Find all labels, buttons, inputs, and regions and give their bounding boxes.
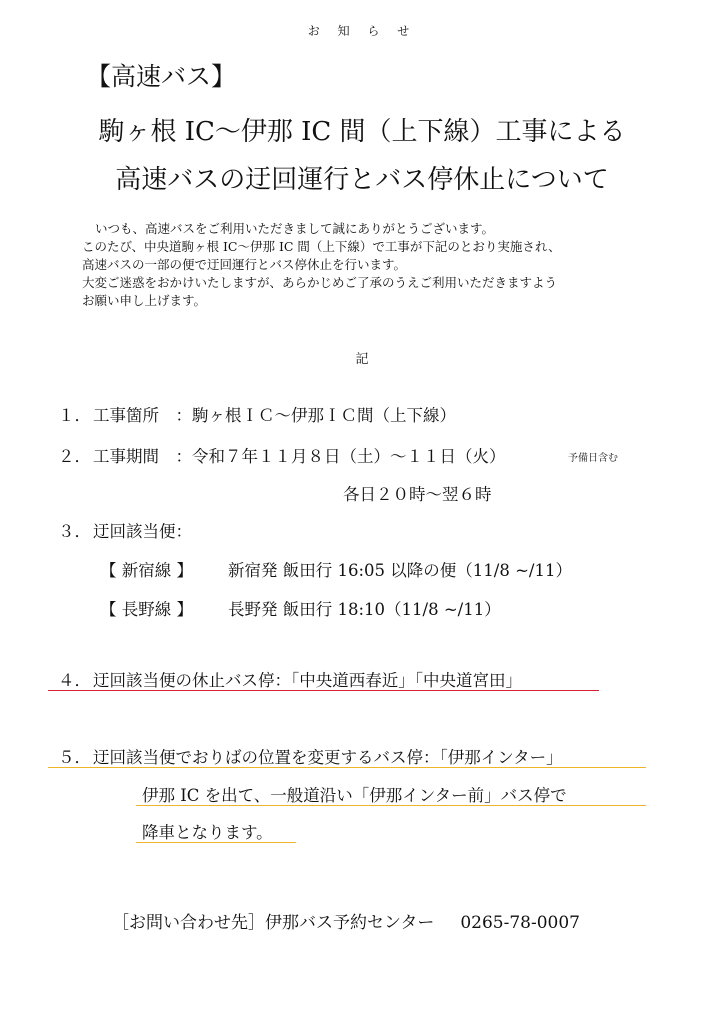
route-nagano-line: 【 長野線 】 xyxy=(100,600,193,619)
item-5-continuation-2: 降車となります。 xyxy=(142,823,273,842)
item-2-number: ２． xyxy=(58,447,91,466)
item-5-changed-stop: 迂回該当便でおりばの位置を変更するバス停：「伊那インター」 xyxy=(93,748,563,767)
item-3-detour-label: 迂回該当便： xyxy=(93,522,192,541)
intro-line-2: このたび、中央道駒ヶ根 IC〜伊那 IC 間（上下線）で工事が下記のとおり実施され、 xyxy=(82,239,561,254)
intro-line-5: お願い申し上げます。 xyxy=(82,293,207,308)
item-2-daily-hours: 各日２０時〜翌６時 xyxy=(343,485,492,504)
item-4-suspended-stops: 迂回該当便の休止バス停：「中央道西春近」「中央道宮田」 xyxy=(93,671,522,690)
contact-phone: 0265-78-0007 xyxy=(460,913,580,933)
intro-line-1: いつも、高速バスをご利用いただきまして誠にありがとうございます。 xyxy=(95,221,495,236)
intro-line-3: 高速バスの一部の便で迂回運行とバス停休止を行います。 xyxy=(82,257,407,272)
item-5-underline-3 xyxy=(136,842,296,843)
item-5-continuation-1: 伊那 IC を出て、一般道沿い「伊那インター前」バス停で xyxy=(142,786,567,805)
intro-line-4: 大変ご迷惑をおかけいたしますが、あらかじめご了承のうえご利用いただきますよう xyxy=(82,275,558,290)
route-nagano-detail: 長野発 飯田行 18:10（11/8 ~/11） xyxy=(228,600,501,619)
item-1-number: １． xyxy=(58,406,91,425)
item-3-number: ３． xyxy=(58,522,91,541)
category-tag: 【高速バス】 xyxy=(86,62,237,91)
item-1-construction-site: 工事箇所 ：駒ヶ根ＩＣ〜伊那ＩＣ間（上下線） xyxy=(93,406,456,425)
item-4-underline xyxy=(48,690,599,691)
title-line-1: 駒ヶ根 IC〜伊那 IC 間（上下線）工事による xyxy=(98,117,626,147)
item-4-number: ４． xyxy=(58,671,91,690)
item-2-reserve-note: 予備日含む xyxy=(568,453,618,464)
route-shinjuku-detail: 新宿発 飯田行 16:05 以降の便（11/8 ~/11） xyxy=(228,561,572,580)
item-2-construction-period: 工事期間 ：令和７年１１月８日（土）〜１１日（火） xyxy=(93,447,506,466)
item-5-underline-1 xyxy=(48,767,646,768)
title-line-2: 高速バスの迂回運行とバス停休止について xyxy=(115,165,609,195)
notice-heading: お 知 ら せ xyxy=(307,24,417,38)
contact-info xyxy=(112,908,580,933)
item-5-number: ５． xyxy=(58,748,91,767)
route-shinjuku-line: 【 新宿線 】 xyxy=(100,561,193,580)
item-5-underline-2 xyxy=(136,805,646,806)
contact-label: ［お問い合わせ先］伊那バス予約センター xyxy=(112,913,435,933)
ki-marker: 記 xyxy=(355,352,369,367)
